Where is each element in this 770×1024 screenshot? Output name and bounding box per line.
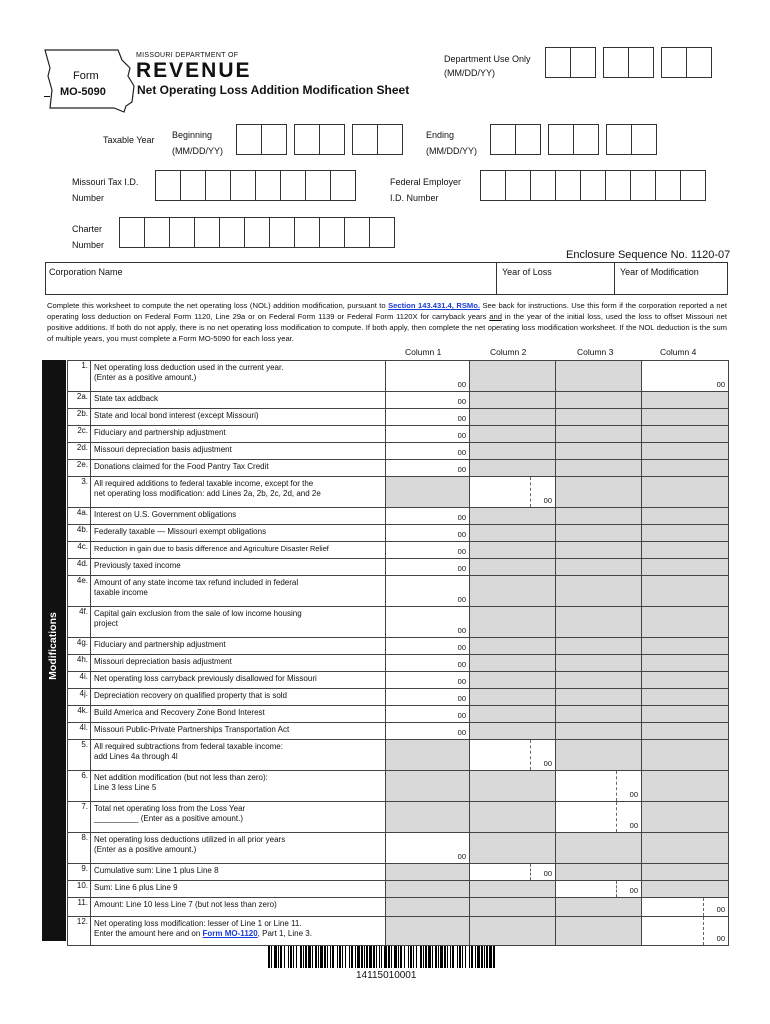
shaded-cell	[556, 898, 642, 917]
shaded-cell	[556, 833, 642, 864]
cents-zero: 00	[457, 465, 466, 474]
cents-zero: 00	[716, 934, 725, 943]
line-4k-col1[interactable]	[386, 706, 470, 723]
shaded-cell	[386, 917, 470, 946]
line-number: 4a.	[68, 508, 91, 525]
shaded-cell	[642, 426, 729, 443]
shaded-cell	[470, 525, 556, 542]
line-number: 1.	[68, 361, 91, 392]
cents-divider	[616, 771, 617, 801]
shaded-cell	[556, 508, 642, 525]
cents-zero: 00	[457, 564, 466, 573]
line-2d-label: Missouri depreciation basis adjustment	[91, 443, 386, 460]
line-number: 9.	[68, 864, 91, 881]
line-8-label	[91, 833, 386, 864]
shaded-cell	[470, 655, 556, 672]
beginning-fmt: (MM/DD/YY)	[172, 146, 223, 156]
table-row	[68, 740, 729, 771]
shaded-cell	[470, 706, 556, 723]
shaded-cell	[556, 477, 642, 508]
line-2d-col1[interactable]	[386, 443, 470, 460]
table-row	[68, 508, 729, 525]
shaded-cell	[642, 638, 729, 655]
line-11-label: Amount: Line 10 less Line 7 (but not less than zero)	[91, 898, 386, 917]
table-row	[68, 802, 729, 833]
line-7-text-2: __________ (Enter as a positive amount.)	[94, 814, 243, 823]
form-mo-1120-link[interactable]: Form MO-1120	[202, 929, 258, 938]
shaded-cell	[642, 460, 729, 477]
missouri-tax-id-boxes[interactable]	[155, 170, 355, 201]
cents-zero: 00	[543, 496, 552, 505]
form-word: Form	[73, 70, 99, 82]
line-number: 5.	[68, 740, 91, 771]
line-4f-text-2: project	[94, 619, 119, 628]
line-4a-col1[interactable]	[386, 508, 470, 525]
line-3-text-2: net operating loss modification: add Lines 2a, 2b, 2c, 2d, and 2e	[94, 489, 321, 498]
line-6-text-2: Line 3 less Line 5	[94, 783, 157, 792]
line-number: 4e.	[68, 576, 91, 607]
charter-label: Charter	[72, 224, 103, 234]
shaded-cell	[470, 672, 556, 689]
beginning-date-boxes[interactable]	[236, 124, 402, 155]
line-12-text: Net operating loss modification: lesser of Line 1 or Line 11.	[94, 919, 302, 928]
intro-text-3: in the year of the initial loss, used the loss to offset Missouri net positive additions. If both do not apply, there is no net operating loss modification to compute. If both apply, then complete the net operating loss modification worksheet. If the NOL deduction is the sum of multiple years, you must complete a Form MO-5090 for each loss year.	[47, 312, 727, 343]
shaded-cell	[642, 706, 729, 723]
line-12-post: , Part 1, Line 3.	[257, 929, 312, 938]
cents-zero: 00	[457, 547, 466, 556]
shaded-cell	[556, 672, 642, 689]
shaded-cell	[642, 525, 729, 542]
line-4j-col1[interactable]	[386, 689, 470, 706]
line-4k-label: Build America and Recovery Zone Bond Interest	[91, 706, 386, 723]
cents-zero: 00	[457, 513, 466, 522]
cents-zero: 00	[457, 414, 466, 423]
form-title: Net Operating Loss Addition Modification Sheet	[137, 83, 410, 97]
shaded-cell	[470, 802, 556, 833]
shaded-cell	[556, 460, 642, 477]
line-10-label: Sum: Line 6 plus Line 9	[91, 881, 386, 898]
table-row	[68, 542, 729, 559]
line-number: 4k.	[68, 706, 91, 723]
line-9-col2[interactable]	[470, 864, 556, 881]
form-number: MO-5090	[60, 86, 106, 98]
line-4i-label: Net operating loss carryback previously disallowed for Missouri	[91, 672, 386, 689]
line-9-label: Cumulative sum: Line 1 plus Line 8	[91, 864, 386, 881]
line-3-label	[91, 477, 386, 508]
shaded-cell	[642, 802, 729, 833]
line-number: 11.	[68, 898, 91, 917]
table-row	[68, 917, 729, 946]
intro-text-2: See back for instructions. Use this form if the corporation reported a net operating loss deduction on Federal Form 1120, Line 29a or on Federal Form 1139 or Federal Form 1120X for carryback years	[47, 301, 727, 321]
line-4e-text-2: taxable income	[94, 588, 148, 597]
shaded-cell	[556, 559, 642, 576]
shaded-cell	[470, 361, 556, 392]
cents-zero: 00	[457, 431, 466, 440]
shaded-cell	[556, 607, 642, 638]
cents-zero: 00	[543, 759, 552, 768]
shaded-cell	[556, 576, 642, 607]
shaded-cell	[470, 771, 556, 802]
shaded-cell	[470, 508, 556, 525]
line-4d-col1[interactable]	[386, 559, 470, 576]
shaded-cell	[470, 443, 556, 460]
cents-divider	[616, 802, 617, 832]
column-1-header: Column 1	[405, 347, 442, 357]
shaded-cell	[642, 559, 729, 576]
shaded-cell	[556, 917, 642, 946]
fein-label: Federal Employer	[390, 177, 462, 187]
cents-divider	[530, 740, 531, 770]
line-1-col4[interactable]	[642, 361, 729, 392]
cents-zero: 00	[457, 660, 466, 669]
year-of-mod-divider	[614, 262, 615, 295]
cents-zero: 00	[716, 905, 725, 914]
shaded-cell	[386, 740, 470, 771]
line-8-text-2: (Enter as a positive amount.)	[94, 845, 197, 854]
shaded-cell	[642, 655, 729, 672]
form-number-dash	[44, 96, 50, 97]
shaded-cell	[642, 443, 729, 460]
line-2a-col1[interactable]	[386, 392, 470, 409]
table-row	[68, 576, 729, 607]
line-4f-label	[91, 607, 386, 638]
instructions-paragraph	[47, 300, 727, 344]
shaded-cell	[642, 833, 729, 864]
line-4g-label: Fiduciary and partnership adjustment	[91, 638, 386, 655]
table-row	[68, 771, 729, 802]
charter-label-2: Number	[72, 240, 105, 250]
cents-zero: 00	[457, 728, 466, 737]
shaded-cell	[556, 864, 642, 881]
line-7-text: Total net operating loss from the Loss Year	[94, 804, 246, 813]
shaded-cell	[642, 864, 729, 881]
line-number: 4g.	[68, 638, 91, 655]
shaded-cell	[470, 881, 556, 898]
shaded-cell	[642, 672, 729, 689]
cents-zero: 00	[457, 626, 466, 635]
line-1-text: Net operating loss deduction used in the current year.	[94, 363, 284, 372]
modifications-table	[67, 360, 729, 946]
line-number: 6.	[68, 771, 91, 802]
table-row	[68, 898, 729, 917]
cents-zero: 00	[457, 711, 466, 720]
shaded-cell	[470, 689, 556, 706]
cents-divider	[703, 898, 704, 916]
cents-divider	[703, 917, 704, 945]
table-row	[68, 607, 729, 638]
line-number: 4b.	[68, 525, 91, 542]
shaded-cell	[556, 740, 642, 771]
ending-label: Ending	[426, 130, 455, 140]
line-1-col1[interactable]	[386, 361, 470, 392]
cents-zero: 00	[543, 869, 552, 878]
line-4b-col1[interactable]	[386, 525, 470, 542]
line-2c-label: Fiduciary and partnership adjustment	[91, 426, 386, 443]
line-10-col3[interactable]	[556, 881, 642, 898]
corporation-name-label: Corporation Name	[49, 267, 123, 277]
table-row	[68, 392, 729, 409]
shaded-cell	[470, 409, 556, 426]
line-number: 2a.	[68, 392, 91, 409]
intro-text-1: Complete this worksheet to compute the net operating loss (NOL) addition modification, pursuant to	[47, 301, 389, 310]
line-2b-label: State and local bond interest (except Missouri)	[91, 409, 386, 426]
shaded-cell	[470, 917, 556, 946]
shaded-cell	[470, 460, 556, 477]
cents-zero: 00	[457, 595, 466, 604]
line-4j-label: Depreciation recovery on qualified property that is sold	[91, 689, 386, 706]
line-4f-text: Capital gain exclusion from the sale of low income housing	[94, 609, 302, 618]
cents-zero: 00	[629, 886, 638, 895]
line-4a-label: Interest on U.S. Government obligations	[91, 508, 386, 525]
ending-fmt: (MM/DD/YY)	[426, 146, 477, 156]
cents-divider	[616, 881, 617, 897]
cents-zero: 00	[457, 397, 466, 406]
shaded-cell	[386, 881, 470, 898]
barcode-icon	[268, 946, 500, 968]
table-row	[68, 672, 729, 689]
table-row	[68, 409, 729, 426]
shaded-cell	[470, 833, 556, 864]
cents-zero: 00	[629, 821, 638, 830]
line-number: 2c.	[68, 426, 91, 443]
cents-zero: 00	[629, 790, 638, 799]
barcode-number: 14115010001	[356, 970, 417, 981]
line-12-text-2	[94, 929, 383, 939]
beginning-label: Beginning	[172, 130, 213, 140]
enclosure-sequence: Enclosure Sequence No. 1120-07	[566, 249, 731, 261]
line-number: 4f.	[68, 607, 91, 638]
column-4-header: Column 4	[660, 347, 697, 357]
line-4g-col1[interactable]	[386, 638, 470, 655]
line-6-label	[91, 771, 386, 802]
line-3-col2[interactable]	[470, 477, 556, 508]
line-7-col3[interactable]	[556, 802, 642, 833]
line-2c-col1[interactable]	[386, 426, 470, 443]
shaded-cell	[470, 638, 556, 655]
line-4b-label: Federally taxable — Missouri exempt obligations	[91, 525, 386, 542]
missouri-tax-id-label-2: Number	[72, 193, 105, 203]
shaded-cell	[470, 426, 556, 443]
shaded-cell	[556, 655, 642, 672]
shaded-cell	[556, 689, 642, 706]
line-number: 2b.	[68, 409, 91, 426]
line-7-label	[91, 802, 386, 833]
cents-zero: 00	[457, 643, 466, 652]
cents-zero: 00	[457, 530, 466, 539]
line-2e-label: Donations claimed for the Food Pantry Tax Credit	[91, 460, 386, 477]
table-row	[68, 361, 729, 392]
modifications-label: Modifications	[47, 612, 59, 680]
shaded-cell	[642, 508, 729, 525]
shaded-cell	[556, 723, 642, 740]
line-number: 4h.	[68, 655, 91, 672]
table-row	[68, 881, 729, 898]
line-2e-col1[interactable]	[386, 460, 470, 477]
modifications-side-band	[42, 360, 66, 941]
line-number: 4l.	[68, 723, 91, 740]
year-of-loss-divider	[496, 262, 497, 295]
table-row	[68, 477, 729, 508]
taxable-year-label: Taxable Year	[103, 135, 155, 145]
line-12-label	[91, 917, 386, 946]
dept-use-fmt: (MM/DD/YY)	[444, 68, 495, 78]
line-4h-col1[interactable]	[386, 655, 470, 672]
line-4i-col1[interactable]	[386, 672, 470, 689]
year-of-mod-label: Year of Modification	[620, 267, 699, 277]
line-8-text: Net operating loss deductions utilized in all prior years	[94, 835, 286, 844]
fein-label-2: I.D. Number	[390, 193, 439, 203]
line-4d-label: Previously taxed income	[91, 559, 386, 576]
cents-divider	[530, 477, 531, 507]
shaded-cell	[386, 477, 470, 508]
table-row	[68, 426, 729, 443]
line-4l-label: Missouri Public-Private Partnerships Transportation Act	[91, 723, 386, 740]
line-4e-col1[interactable]	[386, 576, 470, 607]
agency-small: MISSOURI DEPARTMENT OF	[136, 52, 239, 59]
line-number: 4c.	[68, 542, 91, 559]
cents-zero: 00	[716, 380, 725, 389]
shaded-cell	[556, 426, 642, 443]
shaded-cell	[642, 542, 729, 559]
table-row	[68, 460, 729, 477]
shaded-cell	[642, 771, 729, 802]
line-4c-label: Reduction in gain due to basis difference and Agriculture Disaster Relief	[91, 542, 386, 559]
shaded-cell	[556, 409, 642, 426]
line-5-label	[91, 740, 386, 771]
line-number: 4j.	[68, 689, 91, 706]
line-11-col4[interactable]	[642, 898, 729, 917]
cents-divider	[530, 864, 531, 880]
line-5-text: All required subtractions from federal taxable income:	[94, 742, 283, 751]
shaded-cell	[386, 771, 470, 802]
table-row	[68, 833, 729, 864]
line-12-pre: Enter the amount here and on	[94, 929, 203, 938]
line-6-col3[interactable]	[556, 771, 642, 802]
line-number: 3.	[68, 477, 91, 508]
line-number: 4d.	[68, 559, 91, 576]
line-number: 2d.	[68, 443, 91, 460]
shaded-cell	[556, 706, 642, 723]
shaded-cell	[642, 689, 729, 706]
shaded-cell	[386, 864, 470, 881]
agency-logo: REVENUE	[136, 59, 252, 82]
shaded-cell	[642, 409, 729, 426]
line-1-text-2: (Enter as a positive amount.)	[94, 373, 197, 382]
shaded-cell	[642, 576, 729, 607]
shaded-cell	[386, 802, 470, 833]
line-6-text: Net addition modification (but not less than zero):	[94, 773, 268, 782]
line-5-text-2: add Lines 4a through 4l	[94, 752, 178, 761]
line-number: 10.	[68, 881, 91, 898]
line-4f-col1[interactable]	[386, 607, 470, 638]
line-2a-label: State tax addback	[91, 392, 386, 409]
dept-use-date-boxes[interactable]	[545, 47, 711, 78]
table-row	[68, 723, 729, 740]
line-number: 7.	[68, 802, 91, 833]
table-row	[68, 559, 729, 576]
line-4e-label	[91, 576, 386, 607]
table-row	[68, 689, 729, 706]
dept-use-label: Department Use Only	[444, 54, 531, 64]
line-number: 8.	[68, 833, 91, 864]
line-number: 2e.	[68, 460, 91, 477]
line-number: 4i.	[68, 672, 91, 689]
table-row	[68, 638, 729, 655]
cents-zero: 00	[457, 677, 466, 686]
missouri-tax-id-label: Missouri Tax I.D.	[72, 177, 139, 187]
line-3-text: All required additions to federal taxable income, except for the	[94, 479, 314, 488]
table-row	[68, 525, 729, 542]
shaded-cell	[470, 898, 556, 917]
line-8-col1[interactable]	[386, 833, 470, 864]
ending-date-boxes[interactable]	[490, 124, 656, 155]
shaded-cell	[642, 723, 729, 740]
line-number: 12.	[68, 917, 91, 946]
shaded-cell	[470, 607, 556, 638]
shaded-cell	[642, 881, 729, 898]
line-4e-text: Amount of any state income tax refund included in federal	[94, 578, 299, 587]
table-row	[68, 706, 729, 723]
shaded-cell	[470, 392, 556, 409]
line-4h-label: Missouri depreciation basis adjustment	[91, 655, 386, 672]
line-1-label	[91, 361, 386, 392]
shaded-cell	[556, 638, 642, 655]
column-3-header: Column 3	[577, 347, 614, 357]
shaded-cell	[642, 392, 729, 409]
line-4c-col1[interactable]	[386, 542, 470, 559]
charter-number-boxes[interactable]	[119, 217, 394, 248]
shaded-cell	[470, 723, 556, 740]
shaded-cell	[556, 542, 642, 559]
shaded-cell	[470, 559, 556, 576]
cents-zero: 00	[457, 380, 466, 389]
barcode-bar	[495, 946, 496, 968]
shaded-cell	[556, 392, 642, 409]
rsmo-section-link[interactable]: Section 143.431.4, RSMo.	[388, 301, 480, 310]
line-5-col2[interactable]	[470, 740, 556, 771]
shaded-cell	[642, 477, 729, 508]
line-4l-col1[interactable]	[386, 723, 470, 740]
shaded-cell	[556, 443, 642, 460]
shaded-cell	[386, 898, 470, 917]
table-row	[68, 443, 729, 460]
year-of-loss-label: Year of Loss	[502, 267, 552, 277]
shaded-cell	[556, 525, 642, 542]
table-row	[68, 655, 729, 672]
cents-zero: 00	[457, 852, 466, 861]
line-12-col4[interactable]	[642, 917, 729, 946]
fein-boxes[interactable]	[480, 170, 705, 201]
shaded-cell	[470, 542, 556, 559]
intro-and: and	[489, 312, 502, 321]
cents-zero: 00	[457, 694, 466, 703]
line-2b-col1[interactable]	[386, 409, 470, 426]
shaded-cell	[642, 607, 729, 638]
column-2-header: Column 2	[490, 347, 527, 357]
shaded-cell	[470, 576, 556, 607]
table-row	[68, 864, 729, 881]
shaded-cell	[556, 361, 642, 392]
shaded-cell	[642, 740, 729, 771]
cents-zero: 00	[457, 448, 466, 457]
